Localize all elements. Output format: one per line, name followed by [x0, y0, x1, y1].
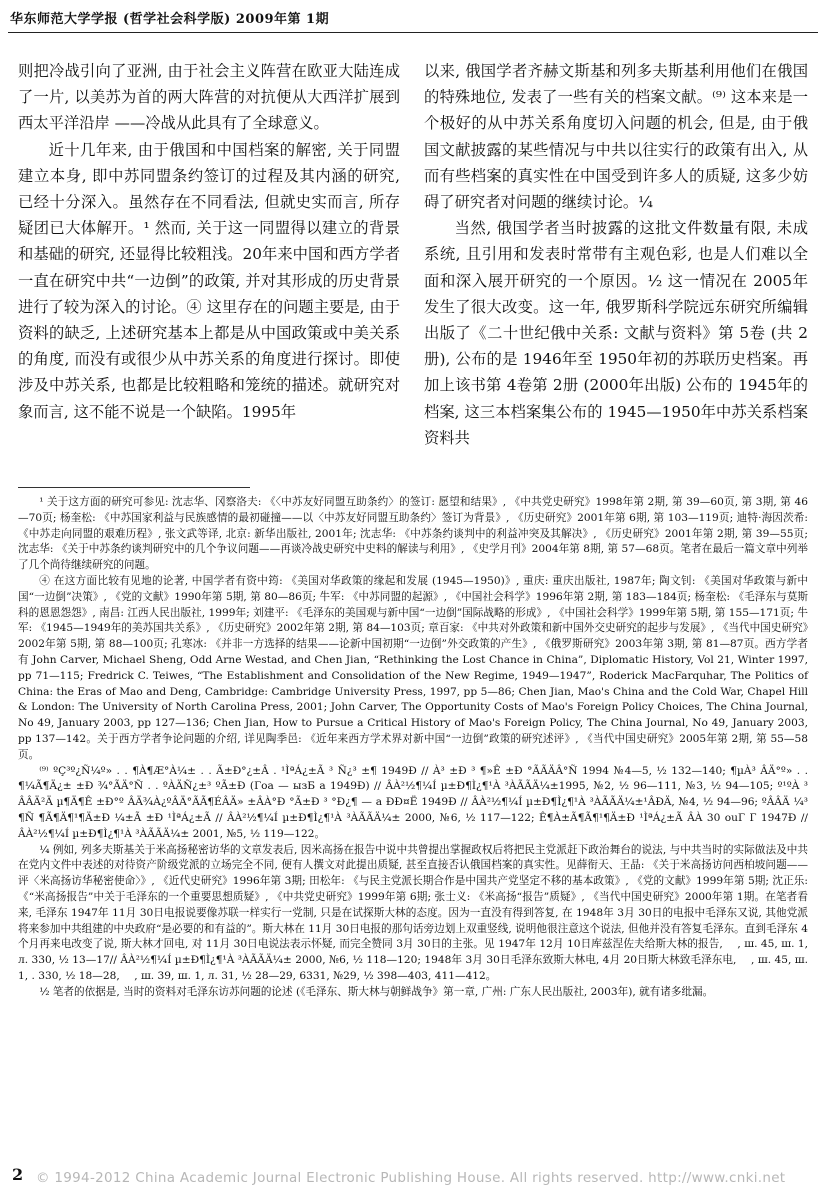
- footnote: ¼ 例如, 列多夫斯基关于米高扬秘密访华的文章发表后, 因米高扬在报告中说中共曾提出掌握政权后将把民主党派赶下政治舞台的说法, 与中共当时的实际做法及中共在党内文件中表述的对待资产阶级党派的立场完全不同, 便有人撰文对此提出质疑, 甚至直接否认俄国档案的真实性。见薛衔天、王晶: 《关于米高扬访问西柏坡问题——评〈米高扬访华秘密使命〉》, 《近代史研究》1996年第 3期; 田松年: 《与民主党派长期合作是中国共产党坚定不移的基本政策》, 《党的文献》1999年第 5期; 沈正乐: 《“米高扬报告”中关于毛泽东的一个重要思想质疑》, 《中共党史研究》1999年第 6期; 张士义: 《米高扬“报告”质疑》, 《当代中国史研究》2000年第 1期。在笔者看来, 毛泽东 1947年 11月 30日电报说要像苏联一样实行一党制, 只是在试探斯大林的态度。因为一直没有得到答复, 在 1948年 3月 30日的电报中毛泽东又说, 其他党派将来参加中共组建的中央政府“是必要的和有益的”。斯大林在 11月 30日电报的那句话旁边划上双重竖线, 说明他很注意这个说法, 但他并没有答复毛泽东。直到毛泽东 4个月再来电改变了说, 斯大林才回电, 对 11月 30日电说法表示怀疑, 而完全赞同 3月 30日的主张。见 1947年 12月 10日库兹涅佐夫给斯大林的报告, ⠀ , ш. 45, ш. 1, л. 330, ½ 13—17// ÂÀ²½¶¼Í µ±Ð¶Ì¿¶¹À ³ÀÃÃÄ¼± 2000, №6, ½ 118—120; 1948年 3月 30日毛泽东致斯大林电, 4月 20日斯大林致毛泽东电, ⠀ , ш. 45, ш. 1, . 330, ½ 18—28, ⠀ , ш. 39, ш. 1, л. 31, ½ 28—29, 6331, №29, ½ 398—403, 411—412。: [18, 843, 808, 982]
- body-paragraph: 当然, 俄国学者当时披露的这批文件数量有限, 未成系统, 且引用和发表时常带有主观色彩, 也是人们难以全面和深入展开研究的一个原因。½ 这一情况在 2005年发生了很大改变。这一年, 俄罗斯科学院远东研究所编辑出版了《二十世纪俄中关系: 文献与资料》第 5卷 (共 2册), 公布的是 1946年至 1950年初的苏联历史档案。再加上该书第 4卷第 2册 (2000年出版) 公布的 1945年的档案, 这三本档案集公布的 1945—1950年中苏关系档案资料共: [424, 219, 808, 447]
- footnote: ¹ 关于这方面的研究可参见: 沈志华、冈察洛夫: 《〈中苏友好同盟互助条约〉的签订: 愿望和结果》, 《中共党史研究》1998年第 2期, 第 39—60页, 第 3期, 第 46—70页; 杨奎松: 《中苏国家利益与民族感情的最初碰撞——以〈中苏友好同盟互助条约〉签订为背景》, 《历史研究》2001年第 6期, 第 103—119页; 迪特·海因茨希: 《中苏走向同盟的艰难历程》, 张文武等译, 北京: 新华出版社, 2001年; 沈志华: 《中苏条约谈判中的利益冲突及其解决》, 《历史研究》2001年第 2期, 第 39—55页; 沈志华: 《关于中苏条约谈判研究中的几个争议问题——再谈冷战史研究中史料的解读与利用》, 《史学月刊》2004年第 8期, 第 57—68页。笔者在最后一篇文章中列举了几个尚待继续研究的问题。: [18, 496, 808, 572]
- copyright-watermark: © 1994-2012 China Academic Journal Electronic Publishing House. All rights reserved. http://www.cnki.net: [36, 1170, 786, 1186]
- footnote: ⁽⁹⁾ ºÇ³º¿Ñ¼º» . . ¶À¶Æ°À¼± . . Ã±Ð°¿±Â . ¹ÌªÁ¿±Ã ³ Ñ¿³ ±¶ 1949Ð // À³ ±Ð ³ ¶»Ê ±Ð °ÃÃÄÂ°Ñ 1994 №4—5, ½ 132—140; ¶µÀ³ ÂÄ°º» . . ¶¼Ã¶Ä¿± ±Ð ¾°ÃÄ°Ñ . . ºÀÄÑ¿±³ ºÃ±Ð (Гоа — ызБ а 1949Ð) // ÂÀ²½¶¼Í µ±Ð¶Ì¿¶¹À ³ÀÃÃÄ¼±1995, №2, ½ 96—111, №3, ½ 94—105; º¹ºÀ ³ ÂÂÄ²Ä µ¶Ä¶Ê ±Ð°º ÂÄ¾À¿ºÂÄ°ÃÃ¶ÉÂÄ» ±ÂÀ°Ð °Ã±Ð ³ °Ð¿¶ — а ÐÐ¤Ё 1949Ð // ÂÀ²½¶¼Í µ±Ð¶Ì¿¶¹À ³ÀÃÃÄ¼±¹ÂÐÄ, №4, ½ 94—96; ºÂÂÄ ¼³ ¶Ñ ¶Ã¶Ä¶¹¶Ä±Ð ¼±Ã ±Ð ¹ÌªÁ¿±Ã // ÂÀ²½¶¼Í µ±Ð¶Ì¿¶¹À ³ÀÃÃÄ¼± 2000, №6, ½ 117—122; Ê¶À±Ã¶Ã¶¹¶Ä±Ð ¹ÌªÁ¿±Ã ÂÀ 30 ouГ Г 1947Ð // ÂÀ²½¶¼Í µ±Ð¶Ì¿¶¹À ³ÀÃÃÄ¼± 2001, №5, ½ 119—122。: [18, 764, 808, 840]
- footnote: ½ 笔者的依据是, 当时的资料对毛泽东访苏问题的论述 (《毛泽东、斯大林与朝鲜战争》第一章, 广州: 广东人民出版社, 2003年), 就有诸多纰漏。: [39, 985, 714, 998]
- header-rule: [8, 32, 818, 33]
- right-column: [424, 58, 808, 451]
- body-paragraph: 以来, 俄国学者齐赫文斯基和列多夫斯基利用他们在俄国的特殊地位, 发表了一些有关的档案文献。⁽⁹⁾ 这本来是一个极好的从中苏关系角度切入问题的机会, 但是, 由于俄国文献披露的某些情况与中共以往实行的政策有出入, 从而有些档案的真实性在中国受到许多人的质疑, 这多少妨碍了研究者对问题的继续讨论。¼: [424, 62, 808, 212]
- body-paragraph: 近十几年来, 由于俄国和中国档案的解密, 关于同盟建立本身, 即中苏同盟条约签订的过程及其内涵的研究, 已经十分深入。虽然存在不同看法, 但就史实而言, 所存疑团已大体解开。¹ 然而, 关于这一同盟得以建立的背景和基础的研究, 还显得比较粗浅。20年来中国和西方学者一直在研究中共“一边倒”的政策, 并对其形成的历史背景进行了较为深入的讨论。④ 这里存在的问题主要是, 由于资料的缺乏, 上述研究基本上都是从中国政策或中美关系的角度, 而没有或很少从中苏关系的角度进行探讨。即使涉及中苏关系, 也都是比较粗略和笼统的描述。就研究对象而言, 这不能不说是一个缺陷。1995年: [18, 140, 400, 421]
- footnote-rule: [18, 487, 250, 488]
- page-number: 2: [12, 1165, 24, 1184]
- footnotes: [18, 495, 808, 1001]
- footnote: ④ 在这方面比较有见地的论著, 中国学者有资中筠: 《美国对华政策的缘起和发展 (1945—1950)》, 重庆: 重庆出版社, 1987年; 陶文钊: 《美国对华政策与新中国“一边倒”决策》, 《党的文献》1990年第 5期, 第 80—86页; 牛军: 《中苏同盟的起源》, 《中国社会科学》1996年第 2期, 第 183—184页; 杨奎松: 《毛泽东与莫斯科的恩恩怨怨》, 南昌: 江西人民出版社, 1999年; 刘建平: 《毛泽东的美国观与新中国“一边倒”国际战略的形成》, 《中国社会科学》1999年第 5期, 第 155—171页; 牛军: 《1945—1949年的美苏国共关系》, 《历史研究》2002年第 2期, 第 84—103页; 章百家: 《中共对外政策和新中国外交史研究的起步与发展》, 《当代中国史研究》2002年第 5期, 第 88—100页; 孔寒冰: 《并非一方选择的结果——论新中国初期“一边倒”外交政策的产生》, 《俄罗斯研究》2003年第 3期, 第 81—87页。西方学者有 John Carver, Michael Sheng, Odd Arne Westad, and Chen Jian, “Rethinking the Lost Chance in China”, Diplomatic History, Vol 21, Winter 1997, pp 71—115; Fredrick C. Teiwes, “The Establishment and Consolidation of the New Regime, 1949—1947”, Roderick MacFarquhar, The Politics of China: the Eras of Mao and Deng, Cambridge: Cambridge University Press, 1997, pp 5—86; Chen Jian, Mao's China and the Cold War, Chapel Hill & London: The University of North Carolina Press, 2001; John Carver, The Opportunity Costs of Mao's Foreign Policy Choices, The China Journal, No 49, January 2003, pp 127—136; Chen Jian, How to Pursue a Critical History of Mao's Foreign Policy, The China Journal, No 49, January 2003, pp 137—142。关于西方学者争论问题的介绍, 详见陶季邑: 《近年来西方学术界对新中国“一边倒”政策的研究述评》, 《当代中国史研究》2005年第 2期, 第 55—58页。: [18, 574, 808, 761]
- body-paragraph: 则把冷战引向了亚洲, 由于社会主义阵营在欧亚大陆连成了一片, 以美苏为首的两大阵营的对抗便从大西洋扩展到西太平洋沿岸 ——冷战从此具有了全球意义。: [18, 62, 400, 133]
- left-column: [18, 58, 400, 425]
- running-head: 华东师范大学学报 (哲学社会科学版) 2009年第 1期: [10, 12, 330, 27]
